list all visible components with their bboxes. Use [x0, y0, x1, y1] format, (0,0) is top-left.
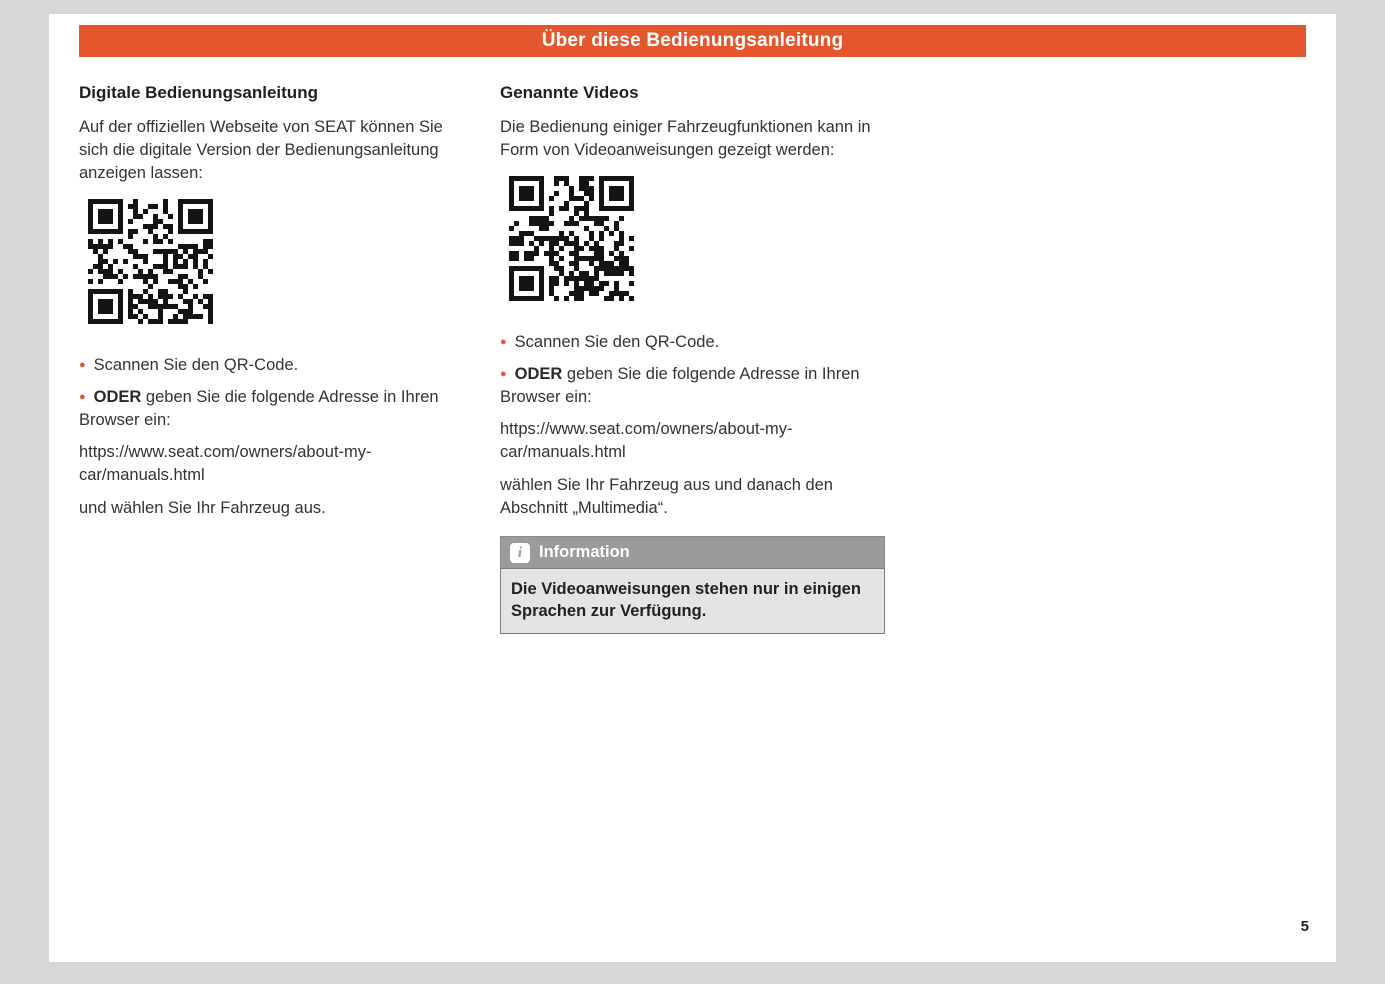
chapter-header-bar: [79, 25, 1306, 57]
bullet-lead: ODER: [514, 365, 563, 383]
page-number: 5: [1300, 918, 1309, 935]
list-item: [79, 354, 464, 377]
paragraph-intro: Auf der offiziellen Webseite von SEAT können Sie sich die digitale Version der Bedienungsanleitung anzeigen lassen:: [79, 118, 443, 182]
information-box: [500, 536, 885, 634]
information-box-title: Information: [539, 543, 630, 561]
qr-code-digital-manual: [88, 199, 213, 324]
manual-url-text: https://www.seat.com/owners/about-my-car/manuals.html: [500, 420, 793, 461]
bullet-dot-icon: ●: [79, 359, 86, 371]
paragraph-outro: und wählen Sie Ihr Fahrzeug aus.: [79, 499, 326, 517]
manual-url-text: https://www.seat.com/owners/about-my-car/manuals.html: [79, 443, 372, 484]
page-content: [49, 57, 1336, 634]
info-icon: i: [510, 543, 530, 563]
column-digital-manual: [79, 83, 464, 634]
list-item: [500, 331, 885, 354]
column-empty: [921, 83, 1306, 634]
column-videos: [500, 83, 885, 634]
qr-code-videos: [509, 176, 634, 301]
manual-page: [49, 14, 1336, 962]
bullet-text: Scannen Sie den QR-Code.: [93, 356, 299, 374]
information-box-text: Die Videoanweisungen stehen nur in einigen Sprachen zur Verfügung.: [511, 580, 861, 620]
paragraph-outro: wählen Sie Ihr Fahrzeug aus und danach den Abschnitt „Multimedia“.: [500, 476, 833, 517]
bullet-lead: ODER: [93, 388, 142, 406]
bullet-text: Scannen Sie den QR-Code.: [514, 333, 720, 351]
bullet-text: geben Sie die folgende Adresse in Ihren Browser ein:: [79, 388, 439, 429]
bullet-text: geben Sie die folgende Adresse in Ihren Browser ein:: [500, 365, 860, 406]
bullet-dot-icon: ●: [500, 336, 507, 348]
list-item: [79, 386, 464, 432]
list-item: [500, 363, 885, 409]
bullet-dot-icon: ●: [500, 368, 507, 380]
paragraph-intro: Die Bedienung einiger Fahrzeugfunktionen kann in Form von Videoanweisungen gezeigt werden:: [500, 118, 871, 159]
information-box-header: [500, 536, 885, 568]
bullet-dot-icon: ●: [79, 391, 86, 403]
section-heading-videos: Genannte Videos: [500, 83, 639, 102]
information-box-body: [500, 568, 885, 634]
section-heading-digital-manual: Digitale Bedienungsanleitung: [79, 83, 318, 102]
chapter-title: Über diese Bedienungsanleitung: [541, 30, 844, 51]
